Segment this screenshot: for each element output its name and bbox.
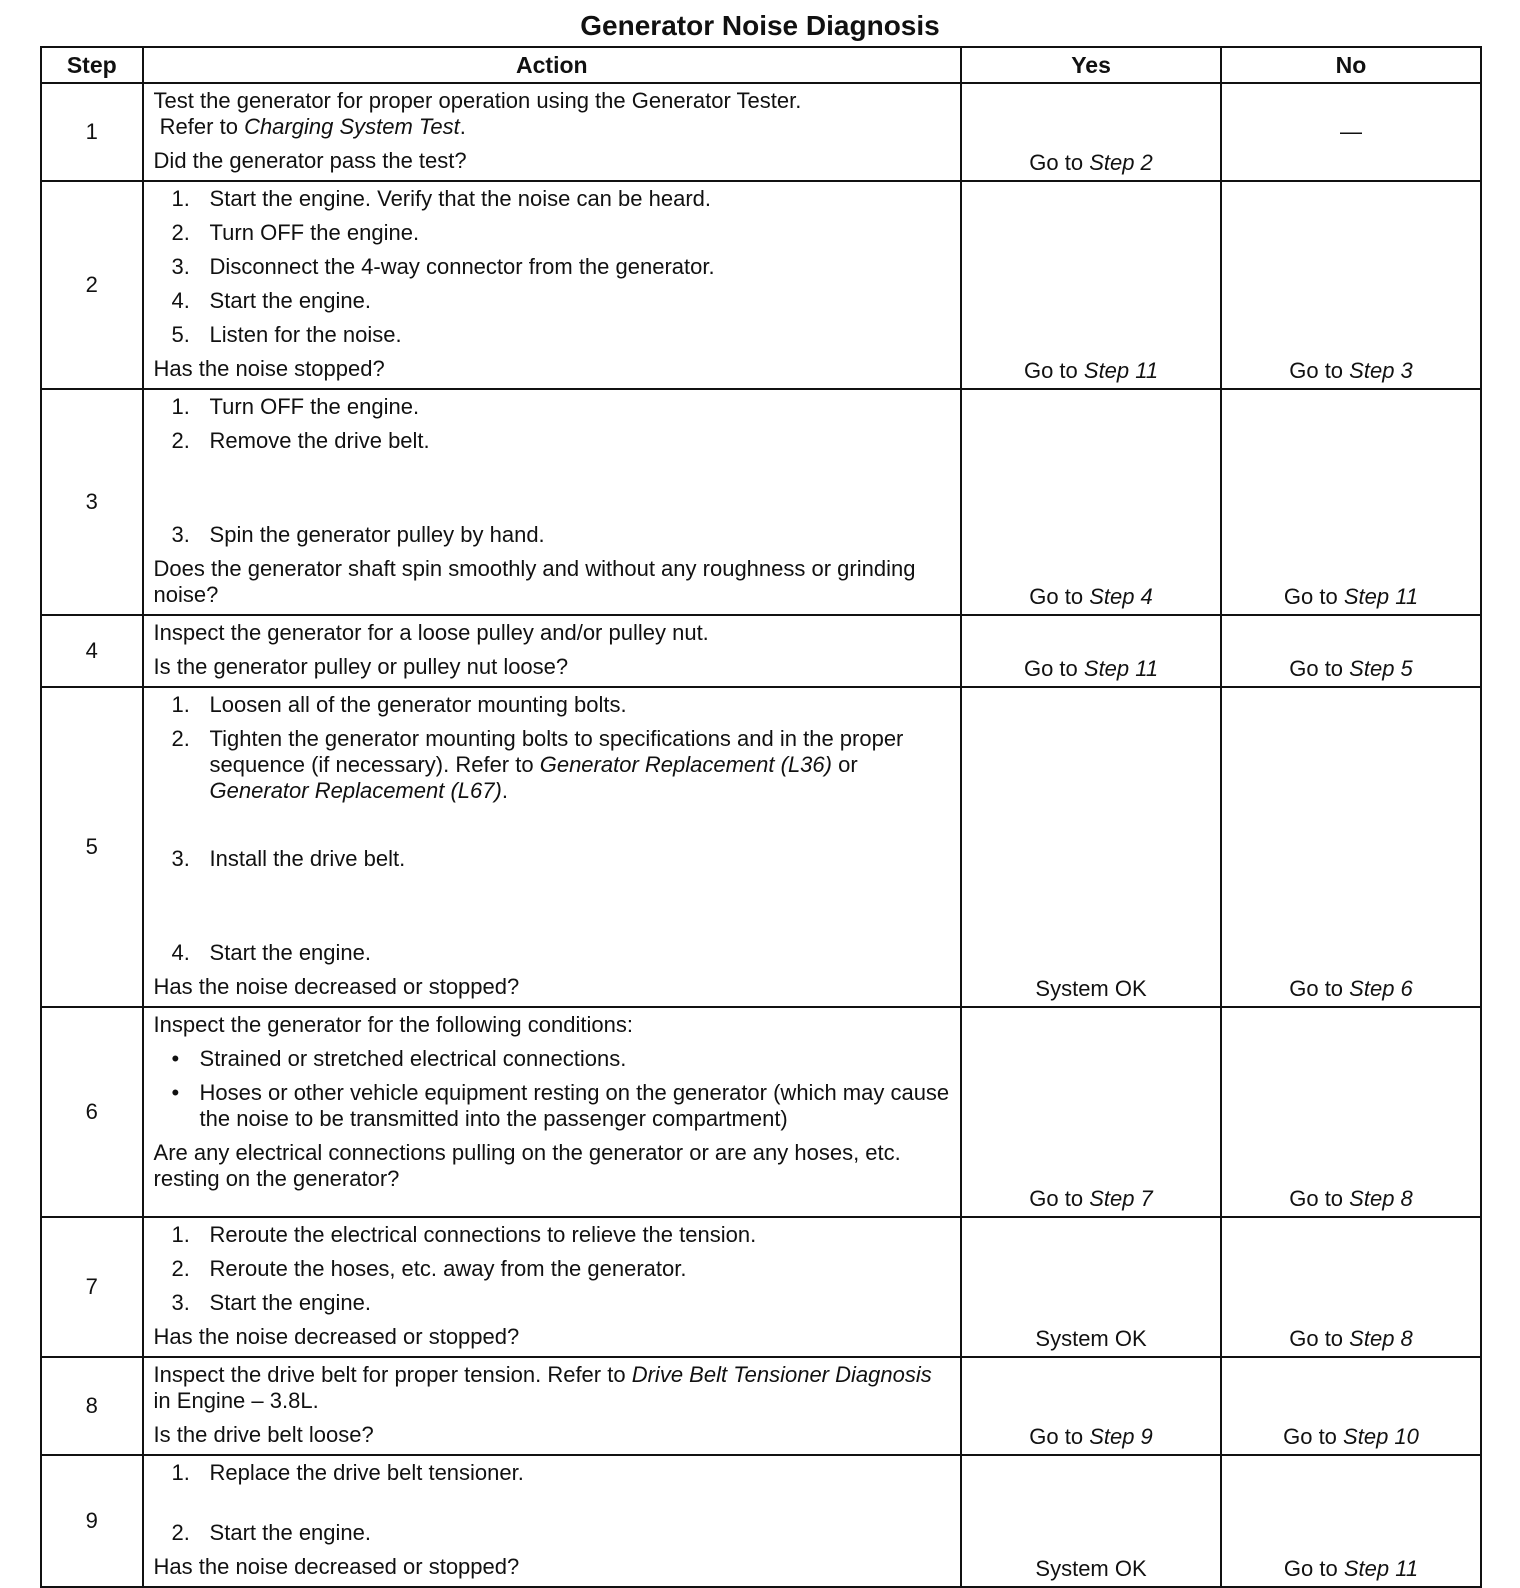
step-link[interactable]: Step 11 bbox=[1343, 584, 1419, 609]
step-link[interactable]: Step 8 bbox=[1349, 1326, 1413, 1351]
list-item: 2. Reroute the hoses, etc. away from the generator. bbox=[171, 1256, 687, 1281]
action-cell bbox=[143, 1217, 962, 1357]
header-yes: Yes bbox=[961, 47, 1221, 83]
yes-cell: System OK bbox=[961, 1217, 1221, 1357]
question-text: Is the generator pulley or pulley nut loose? bbox=[153, 654, 569, 679]
reference-link: Generator Replacement (L67) bbox=[209, 778, 502, 803]
header-no: No bbox=[1221, 47, 1481, 83]
list-item: 2. Turn OFF the engine. bbox=[171, 220, 420, 245]
step-link[interactable]: Step 9 bbox=[1089, 1424, 1153, 1449]
action-cell bbox=[143, 687, 962, 1007]
list-item: 2. Start the engine. bbox=[171, 1520, 371, 1545]
header-step: Step bbox=[41, 47, 143, 83]
list-item: • Hoses or other vehicle equipment resting on the generator (which may cause the noise to be transmitted into the passenger compartment) bbox=[171, 1080, 950, 1131]
step-link[interactable]: Step 2 bbox=[1089, 150, 1153, 175]
action-cell bbox=[143, 83, 962, 181]
step-number: 8 bbox=[41, 1357, 143, 1455]
step-link[interactable]: Step 6 bbox=[1349, 976, 1413, 1001]
step-number: 9 bbox=[41, 1455, 143, 1587]
action-text: Refer to Charging System Test. bbox=[159, 114, 466, 139]
list-item: 4. Start the engine. bbox=[171, 288, 371, 313]
step-link[interactable]: Step 4 bbox=[1089, 584, 1153, 609]
step-link[interactable]: Step 3 bbox=[1349, 358, 1413, 383]
step-link[interactable]: Step 11 bbox=[1083, 358, 1159, 383]
yes-cell: Go to Step 4 bbox=[961, 389, 1221, 615]
diagnosis-table bbox=[40, 46, 1482, 1588]
question-text: Are any electrical connections pulling on the generator or are any hoses, etc. resting on the generator? bbox=[153, 1140, 901, 1191]
action-text: Test the generator for proper operation using the Generator Tester. bbox=[153, 88, 802, 113]
action-cell bbox=[143, 1357, 962, 1455]
table-row bbox=[41, 389, 1481, 615]
step-number: 2 bbox=[41, 181, 143, 389]
list-item: 1. Turn OFF the engine. bbox=[171, 394, 420, 419]
yes-cell: System OK bbox=[961, 687, 1221, 1007]
list-item: 3. Spin the generator pulley by hand. bbox=[171, 522, 545, 547]
yes-cell: System OK bbox=[961, 1455, 1221, 1587]
table-row bbox=[41, 1217, 1481, 1357]
question-text: Has the noise decreased or stopped? bbox=[153, 1324, 520, 1349]
no-cell: Go to Step 11 bbox=[1221, 389, 1481, 615]
table-row bbox=[41, 615, 1481, 687]
no-cell: Go to Step 6 bbox=[1221, 687, 1481, 1007]
list-item: 4. Start the engine. bbox=[171, 940, 371, 965]
step-link[interactable]: Step 11 bbox=[1083, 656, 1159, 681]
header-action: Action bbox=[143, 47, 962, 83]
step-number: 6 bbox=[41, 1007, 143, 1217]
table-row bbox=[41, 83, 1481, 181]
action-text: Inspect the drive belt for proper tension. Refer to Drive Belt Tensioner Diagnosis in Engine – 3.8L. bbox=[153, 1362, 932, 1413]
list-item: • Strained or stretched electrical connections. bbox=[171, 1046, 627, 1071]
step-link[interactable]: Step 8 bbox=[1349, 1186, 1413, 1211]
step-number: 4 bbox=[41, 615, 143, 687]
table-row bbox=[41, 1357, 1481, 1455]
no-cell: — bbox=[1221, 83, 1481, 181]
question-text: Does the generator shaft spin smoothly and without any roughness or grinding noise? bbox=[153, 556, 916, 607]
yes-cell: Go to Step 9 bbox=[961, 1357, 1221, 1455]
table-row bbox=[41, 181, 1481, 389]
question-text: Is the drive belt loose? bbox=[153, 1422, 374, 1447]
yes-cell: Go to Step 11 bbox=[961, 615, 1221, 687]
step-number: 1 bbox=[41, 83, 143, 181]
action-cell bbox=[143, 389, 962, 615]
header-row bbox=[41, 47, 1481, 83]
step-number: 7 bbox=[41, 1217, 143, 1357]
step-link[interactable]: Step 7 bbox=[1089, 1186, 1153, 1211]
reference-link: Drive Belt Tensioner Diagnosis bbox=[631, 1362, 932, 1387]
step-number: 5 bbox=[41, 687, 143, 1007]
reference-link: Generator Replacement (L36) bbox=[539, 752, 832, 777]
table-row bbox=[41, 687, 1481, 1007]
yes-cell: Go to Step 2 bbox=[961, 83, 1221, 181]
list-item: 3. Install the drive belt. bbox=[171, 846, 406, 871]
step-link[interactable]: Step 10 bbox=[1343, 1424, 1419, 1449]
no-cell: Go to Step 11 bbox=[1221, 1455, 1481, 1587]
question-text: Has the noise decreased or stopped? bbox=[153, 974, 520, 999]
list-item: 2. Tighten the generator mounting bolts to specifications and in the proper sequence (if necessary). Refer to Generator Replacement (L36) or Generator Replacement (L67). bbox=[171, 726, 904, 803]
list-item: 1. Replace the drive belt tensioner. bbox=[171, 1460, 524, 1485]
action-cell bbox=[143, 1007, 962, 1217]
list-item: 5. Listen for the noise. bbox=[171, 322, 402, 347]
list-item: 1. Reroute the electrical connections to relieve the tension. bbox=[171, 1222, 757, 1247]
yes-cell: Go to Step 7 bbox=[961, 1007, 1221, 1217]
action-cell bbox=[143, 181, 962, 389]
list-item: 1. Start the engine. Verify that the noise can be heard. bbox=[171, 186, 711, 211]
step-link[interactable]: Step 11 bbox=[1343, 1556, 1419, 1581]
question-text: Has the noise stopped? bbox=[153, 356, 385, 381]
yes-cell: Go to Step 11 bbox=[961, 181, 1221, 389]
table-row bbox=[41, 1455, 1481, 1587]
list-item: 1. Loosen all of the generator mounting bolts. bbox=[171, 692, 627, 717]
table-row bbox=[41, 1007, 1481, 1217]
no-cell: Go to Step 10 bbox=[1221, 1357, 1481, 1455]
step-link[interactable]: Step 5 bbox=[1349, 656, 1413, 681]
action-cell bbox=[143, 1455, 962, 1587]
question-text: Has the noise decreased or stopped? bbox=[153, 1554, 520, 1579]
list-item: 3. Start the engine. bbox=[171, 1290, 371, 1315]
page-title: Generator Noise Diagnosis bbox=[580, 10, 940, 41]
action-cell bbox=[143, 615, 962, 687]
reference-link: Charging System Test bbox=[244, 114, 460, 139]
step-number: 3 bbox=[41, 389, 143, 615]
no-cell: Go to Step 5 bbox=[1221, 615, 1481, 687]
no-cell: Go to Step 8 bbox=[1221, 1217, 1481, 1357]
action-text: Inspect the generator for the following conditions: bbox=[153, 1012, 633, 1037]
list-item: 3. Disconnect the 4-way connector from the generator. bbox=[171, 254, 715, 279]
action-text: Inspect the generator for a loose pulley and/or pulley nut. bbox=[153, 620, 709, 645]
no-cell: Go to Step 3 bbox=[1221, 181, 1481, 389]
question-text: Did the generator pass the test? bbox=[153, 148, 467, 173]
no-cell: Go to Step 8 bbox=[1221, 1007, 1481, 1217]
list-item: 2. Remove the drive belt. bbox=[171, 428, 430, 453]
